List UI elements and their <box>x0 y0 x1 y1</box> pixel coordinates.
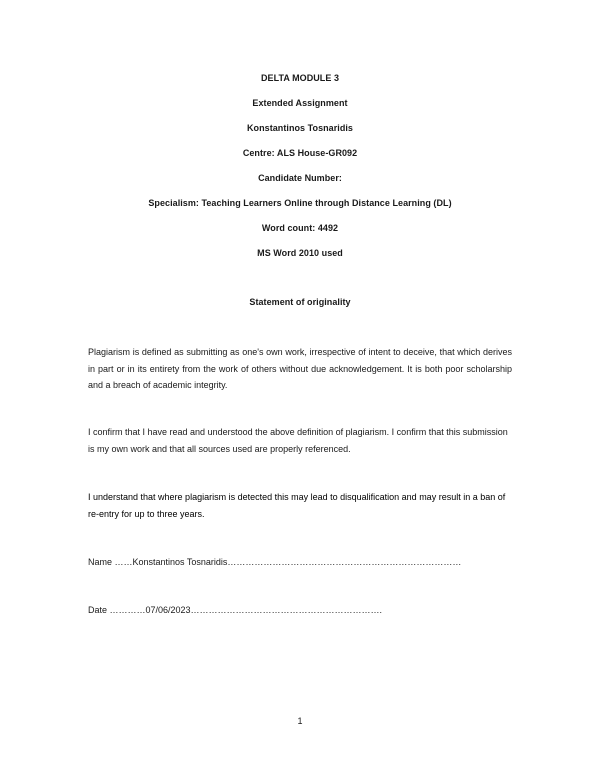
specialism: Specialism: Teaching Learners Online through Distance Learning (DL) <box>148 198 452 208</box>
plagiarism-definition: Plagiarism is defined as submitting as one's own work, irrespective of intent to deceive, that which derives in part or in its entirety from the work of others without due acknowledgement. It is both poor scholarship and a breach of academic integrity. <box>88 347 512 390</box>
module-title: DELTA MODULE 3 <box>260 73 340 83</box>
assignment-title: Extended Assignment <box>252 98 348 108</box>
word-count: Word count: 4492 <box>261 223 339 233</box>
date-signature-line: Date …………07/06/2023………………………………………………………. <box>88 605 383 615</box>
candidate-number: Candidate Number: <box>258 173 342 183</box>
page-number: 1 <box>297 716 303 726</box>
software-used: MS Word 2010 used <box>257 248 343 258</box>
centre-info: Centre: ALS House-GR092 <box>242 148 358 158</box>
statement-title: Statement of originality <box>249 297 351 307</box>
author-name: Konstantinos Tosnaridis <box>247 123 353 133</box>
name-signature-line: Name ……Konstantinos Tosnaridis…………………………………………………………………… <box>88 557 462 567</box>
disqualification-warning: I understand that where plagiarism is detected this may lead to disqualification and may result in a ban of re-entry for up to three years. <box>88 492 506 519</box>
confirmation-paragraph: I confirm that I have read and understood the above definition of plagiarism. I confirm that this submission is my own work and that all sources used are properly referenced. <box>88 427 508 454</box>
